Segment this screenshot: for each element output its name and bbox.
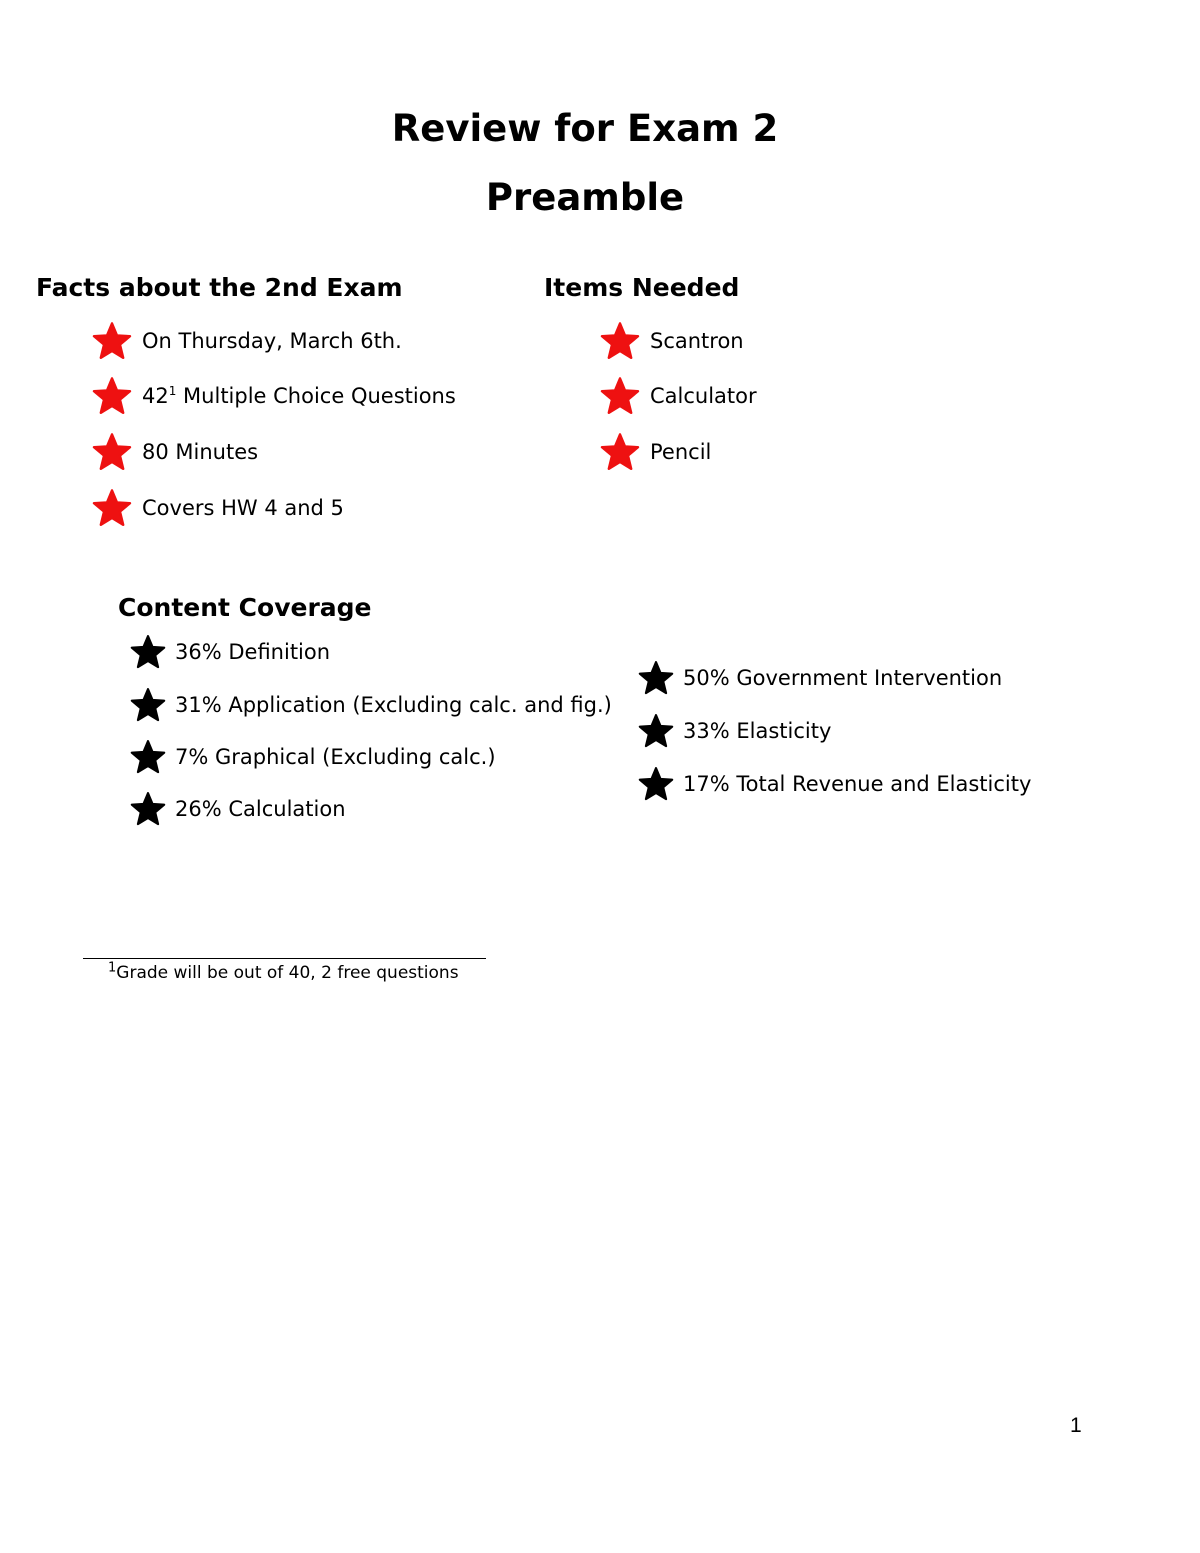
red-star-icon	[600, 321, 640, 361]
facts-heading: Facts about the 2nd Exam	[36, 273, 403, 302]
fact-date: On Thursday, March 6th.	[142, 329, 402, 353]
items-needed-heading: Items Needed	[544, 273, 740, 302]
footnote-marker: 1	[108, 960, 117, 976]
needed-item-label: Pencil	[650, 440, 712, 464]
fact-duration: 80 Minutes	[142, 440, 259, 464]
footnote	[108, 962, 459, 984]
fact-item	[92, 321, 402, 361]
black-star-icon	[130, 634, 166, 670]
coverage-item-label: 31% Application (Excluding calc. and fig.)	[175, 693, 612, 717]
coverage-item-label: 7% Graphical (Excluding calc.)	[175, 745, 496, 769]
red-star-icon	[92, 488, 132, 528]
needed-item	[600, 376, 757, 416]
needed-item	[600, 432, 711, 472]
coverage-item-label: 26% Calculation	[175, 797, 346, 821]
black-star-icon	[130, 791, 166, 827]
coverage-item	[130, 634, 330, 670]
red-star-icon	[92, 376, 132, 416]
red-star-icon	[600, 432, 640, 472]
needed-item	[600, 321, 744, 361]
coverage-item-label: 36% Definition	[175, 640, 331, 664]
page-subtitle: Preamble	[485, 176, 685, 219]
coverage-item	[130, 739, 496, 775]
black-star-icon	[638, 713, 674, 749]
coverage-item-label: 33% Elasticity	[683, 719, 832, 743]
needed-item-label: Scantron	[650, 329, 744, 353]
fact-item	[92, 376, 456, 416]
fact-question-count: $42^1$ Multiple Choice Questions	[142, 384, 456, 408]
red-star-icon	[600, 376, 640, 416]
red-star-icon	[92, 321, 132, 361]
coverage-item	[638, 713, 831, 749]
red-star-icon	[92, 432, 132, 472]
black-star-icon	[638, 766, 674, 802]
coverage-item-label: 50% Government Intervention	[683, 666, 1003, 690]
coverage-item	[130, 687, 612, 723]
fact-coverage: Covers HW 4 and 5	[142, 496, 344, 520]
content-coverage-heading: Content Coverage	[118, 593, 372, 622]
page-title: Review for Exam 2	[391, 107, 779, 150]
black-star-icon	[130, 739, 166, 775]
coverage-item-label: 17% Total Revenue and Elasticity	[683, 772, 1032, 796]
footnote-text: Grade will be out of 40, 2 free questions	[116, 963, 459, 983]
coverage-item	[638, 766, 1031, 802]
black-star-icon	[130, 687, 166, 723]
footnote-reference: 1	[168, 384, 177, 398]
coverage-item	[130, 791, 346, 827]
black-star-icon	[638, 660, 674, 696]
needed-item-label: Calculator	[650, 384, 757, 408]
footnote-rule	[83, 958, 486, 959]
coverage-item	[638, 660, 1002, 696]
fact-item	[92, 488, 344, 528]
fact-item	[92, 432, 258, 472]
page-number: 1	[1070, 1414, 1082, 1437]
